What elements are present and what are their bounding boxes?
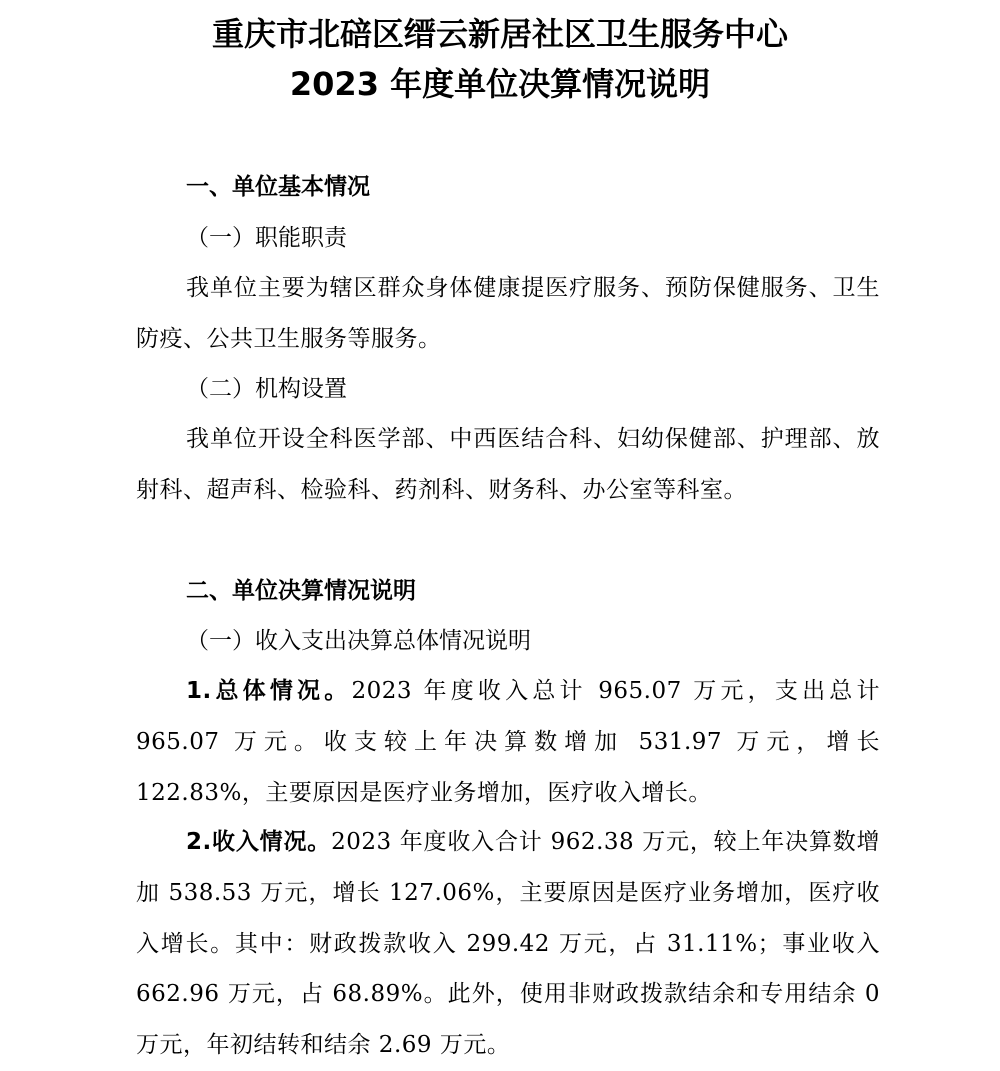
document-title-line1: 重庆市北碚区缙云新居社区卫生服务中心 xyxy=(211,15,788,53)
section1-sub2-paragraph: 我单位开设全科医学部、中西医结合科、妇幼保健部、护理部、放射科、超声科、检验科、药剂科、财务科、办公室等科室。 xyxy=(136,426,880,503)
section2-item1-paragraph xyxy=(136,666,880,818)
section1-sub1-paragraph: 我单位主要为辖区群众身体健康提医疗服务、预防保健服务、卫生防疫、公共卫生服务等服务。 xyxy=(136,275,880,352)
section1-sub2-heading: （二）机构设置 xyxy=(186,376,347,402)
section2-item2-paragraph xyxy=(136,817,880,1071)
section2-sub1-heading: （一）收入支出决算总体情况说明 xyxy=(186,628,531,654)
section1-heading: 一、单位基本情况 xyxy=(186,174,370,200)
section2-item2-label: 2.收入情况。 xyxy=(186,829,332,855)
section2-item1-text: 2023 年度收入总计 965.07 万元，支出总计 965.07 万元。收支较上年决算数增加 531.97 万元，增长 122.83%，主要原因是医疗业务增加，医疗收入增长。 xyxy=(136,678,880,806)
section2-item2-text: 2023 年度收入合计 962.38 万元，较上年决算数增加 538.53 万元，增长 127.06%，主要原因是医疗业务增加，医疗收入增长。其中：财政拨款收入 299.42 万元，占 31.11%；事业收入 662.96 万元，占 68.89%。此外，使用非财政拨款结余和专用结余 0 万元，年初结转和结余 2.69 万元。 xyxy=(136,829,880,1059)
section1-sub1-heading: （一）职能职责 xyxy=(186,225,347,251)
section2-item1-label: 1.总体情况。 xyxy=(186,678,352,704)
document-title-line2: 2023 年度单位决算情况说明 xyxy=(289,65,711,103)
section2-heading: 二、单位决算情况说明 xyxy=(186,578,416,604)
